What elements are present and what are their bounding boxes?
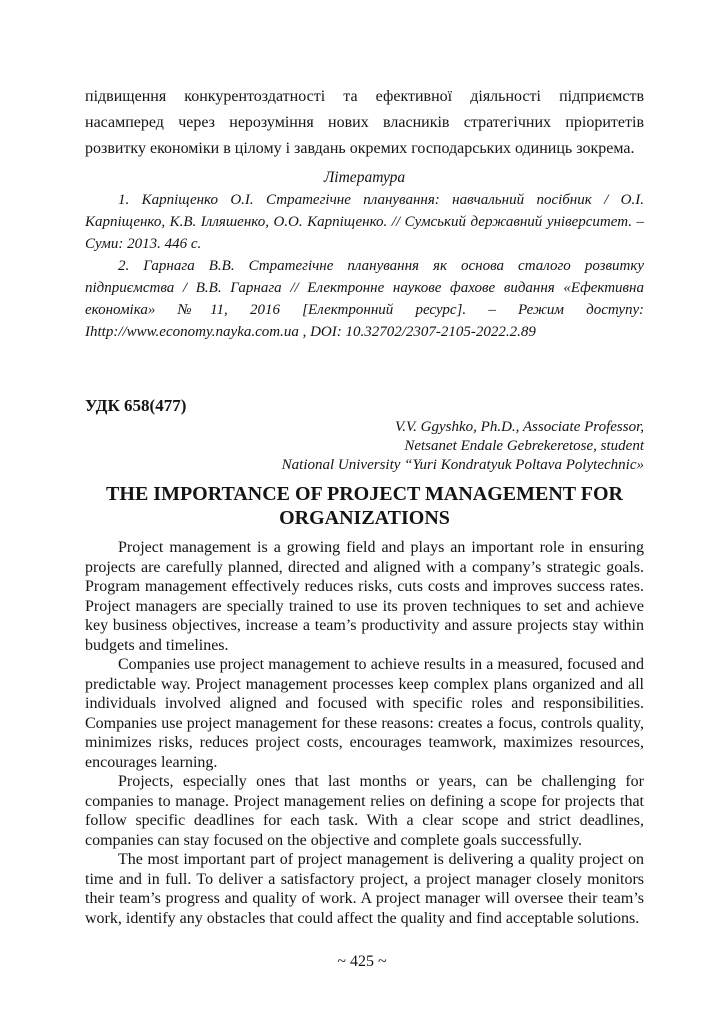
reference-item: 2. Гарнага В.В. Стратегічне планування як основа сталого розвитку підприємства / В.В. Гарнага // Електронне наукове фахове видання «Ефективна економіка» №11, 2016 [Електронний ресурс]. – Режим доступу: Іhttp://www.economy.nayka.com.ua , DOI: 10.32702/2307-2105-2022.2.89 (85, 258, 644, 340)
article-body (85, 538, 644, 928)
affiliation-line: National University “Yuri Kondratyuk Poltava Polytechnic» (281, 457, 644, 473)
reference-list (85, 189, 644, 343)
body-paragraph: Projects, especially ones that last months or years, can be challenging for companies to manage. Project management relies on defining a scope for projects that follow specific deadlines for each task. With a clear scope and strict deadlines, companies can stay focused on the objective and complete goals successfully. (85, 773, 644, 849)
author-line: V.V. Ggyshko, Ph.D., Associate Professor, (394, 419, 644, 435)
continuation-paragraph: підвищення конкурентоздатності та ефективної діяльності підприємств насамперед через нерозуміння нових власників стратегічних пріоритетів розвитку економіки в цілому і завдань окремих господарських одиниць зокрема. (85, 88, 644, 157)
body-paragraph: Project management is a growing field and plays an important role in ensuring projects are carefully planned, directed and aligned with a company’s strategic goals. Program management effectively reduces risks, cuts costs and improves success rates. Project managers are specially trained to use its proven techniques to set and achieve key business objectives, increase a team’s productivity and assure projects stay within budgets and timelines. (85, 539, 644, 654)
reference-item: 1. Карпіщенко О.І. Стратегічне планування: навчальний посібник / О.І. Карпіщенко, К.В. Ілляшенко, О.О. Карпіщенко. // Сумський державний університет. – Суми: 2013. 446 с. (85, 192, 644, 252)
literature-heading: Література (323, 169, 406, 186)
article-title: THE IMPORTANCE OF PROJECT MANAGEMENT FOR ORGANIZATIONS (106, 483, 623, 529)
author-block (85, 418, 644, 475)
udc-code: УДК 658(477) (85, 396, 187, 415)
author-line: Netsanet Endale Gebrekeretose, student (404, 438, 644, 454)
body-paragraph: Companies use project management to achieve results in a measured, focused and predictable way. Project management processes keep complex plans organized and all individuals involved aligned and focused with specific roles and responsibilities. Companies use project management for these reasons: creates a focus, controls quality, minimizes risks, reduces project costs, encourages teamwork, maximizes resources, encourages learning. (85, 656, 644, 771)
body-paragraph: The most important part of project management is delivering a quality project on time and in full. To deliver a satisfactory project, a project manager closely monitors their team’s progress and quality of work. A project manager will oversee their team’s work, identify any obstacles that could affect the quality and find acceptable solutions. (85, 851, 644, 927)
page-number: ~ 425 ~ (337, 953, 387, 970)
